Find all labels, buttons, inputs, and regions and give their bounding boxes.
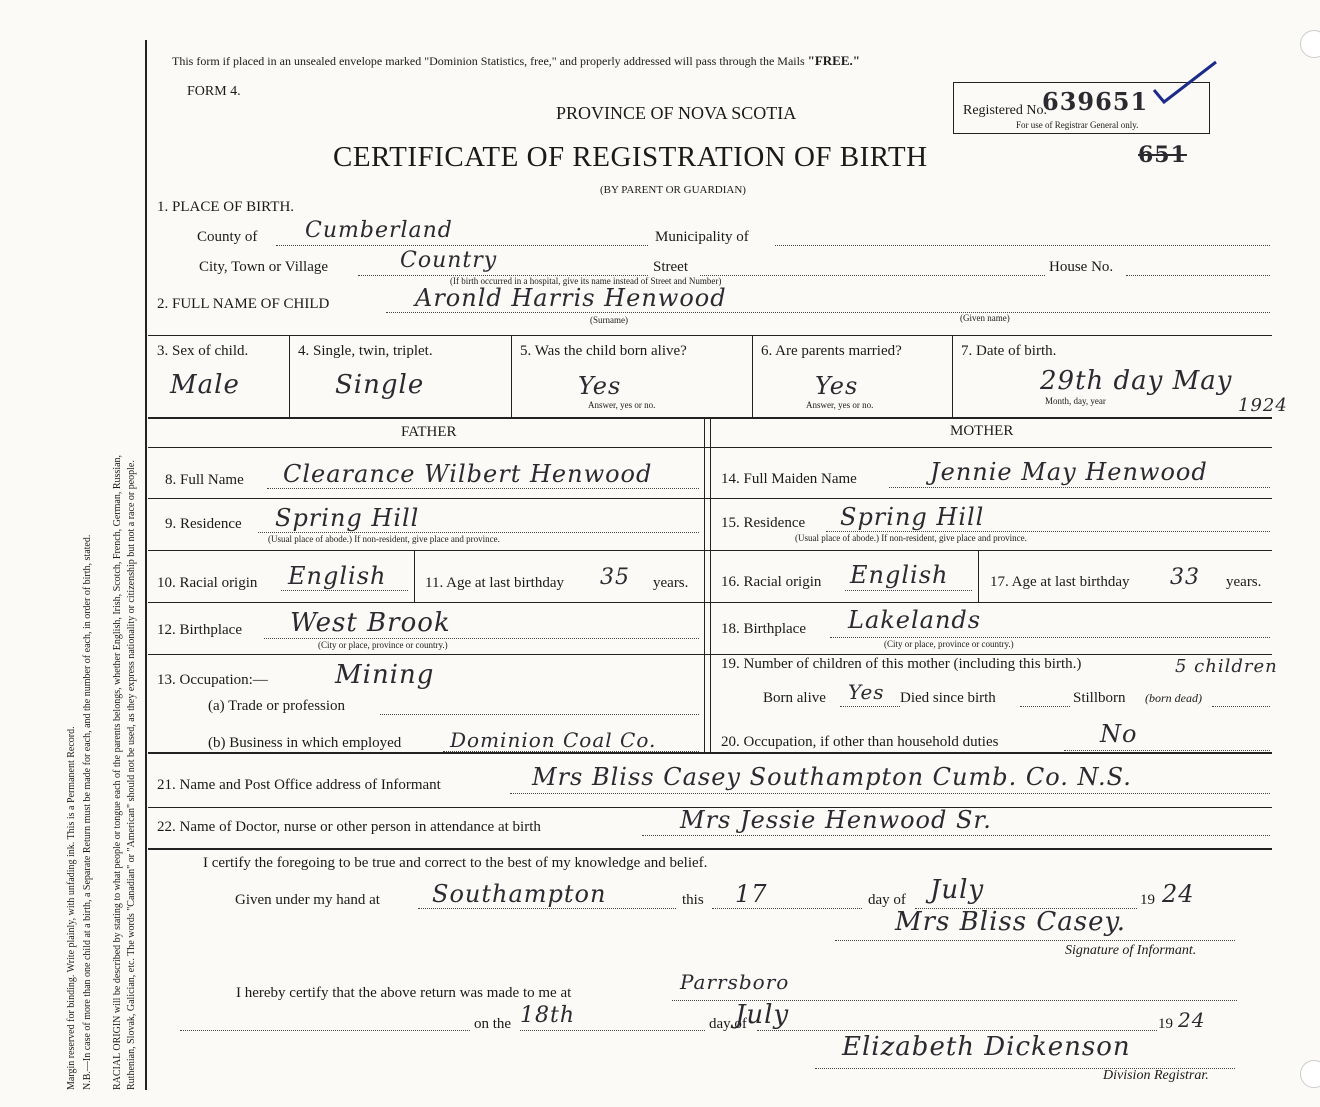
- stillborn-label: Stillborn: [1073, 690, 1126, 706]
- informant-line: [510, 793, 1270, 794]
- mother-residence-line: [826, 531, 1270, 532]
- checkmark-icon: [1150, 58, 1220, 108]
- given-place-value: Southampton: [432, 880, 607, 908]
- born-alive-count-value: Yes: [848, 680, 885, 704]
- born-alive-value: Yes: [578, 372, 622, 400]
- children-count-value: 5 children: [1175, 656, 1278, 677]
- mother-birthplace-note: (City or place, province or country.): [884, 639, 1014, 649]
- born-alive-count-line: [840, 706, 900, 707]
- father-age-label: 11. Age at last birthday: [425, 575, 564, 591]
- father-birthplace-line: [264, 638, 699, 639]
- mother-heading: MOTHER: [950, 423, 1014, 439]
- row-12-rule: [148, 654, 1272, 655]
- given-label: Given under my hand at: [235, 892, 380, 908]
- certify-day-of-label: day of: [868, 892, 906, 908]
- registrar-on-the-label: on the: [474, 1016, 512, 1032]
- mail-notice: [172, 53, 860, 69]
- given-name-note: (Given name): [960, 313, 1010, 323]
- father-occupation-value: Mining: [335, 660, 435, 690]
- registrar-statement: I hereby certify that the above return was made to me at: [236, 985, 572, 1001]
- married-label: 6. Are parents married?: [761, 343, 902, 359]
- born-alive-label: 5. Was the child born alive?: [520, 343, 687, 359]
- father-residence-line: [258, 532, 699, 533]
- mother-occupation-line: [1064, 750, 1270, 751]
- day-line: [712, 908, 862, 909]
- doctor-line: [642, 835, 1270, 836]
- province-title: PROVINCE OF NOVA SCOTIA: [556, 103, 797, 123]
- married-note: Answer, yes or no.: [806, 400, 874, 410]
- place-section-label: 1. PLACE OF BIRTH.: [157, 199, 295, 215]
- punch-hole-top: [1300, 30, 1320, 58]
- certificate-title: CERTIFICATE OF REGISTRATION OF BIRTH: [333, 141, 928, 173]
- registered-label: Registered No.: [963, 103, 1047, 118]
- house-label: House No.: [1049, 259, 1114, 275]
- father-residence-label: 9. Residence: [165, 516, 242, 532]
- father-birthplace-value: West Brook: [290, 608, 451, 638]
- city-value: Country: [400, 248, 498, 273]
- city-label: City, Town or Village: [199, 259, 329, 275]
- father-birthplace-note: (City or place, province or country.): [318, 640, 448, 650]
- mother-name-label: 14. Full Maiden Name: [721, 471, 857, 487]
- registrar-day-line: [520, 1030, 705, 1031]
- father-age-value: 35: [600, 565, 630, 590]
- born-alive-note: Answer, yes or no.: [588, 400, 656, 410]
- dob-value: 29th day May: [1040, 366, 1233, 396]
- sex-label: 3. Sex of child.: [157, 343, 249, 359]
- died-since-birth-label: Died since birth: [900, 690, 996, 706]
- mail-free-text: "FREE.": [807, 53, 860, 68]
- divider-3-4: [289, 335, 290, 417]
- registrar-signature: Elizabeth Dickenson: [842, 1032, 1131, 1062]
- mother-racial-line: [845, 590, 972, 591]
- registrar-year-value: 24: [1178, 1008, 1206, 1032]
- informant-signature: Mrs Bliss Casey.: [895, 907, 1126, 937]
- registrar-day-of-label: day of: [709, 1016, 747, 1032]
- born-alive-count-label: Born alive: [763, 690, 826, 706]
- father-racial-label: 10. Racial origin: [157, 575, 258, 591]
- father-residence-note: (Usual place of abode.) If non-resident, give place and province.: [268, 534, 500, 544]
- margin-border: [145, 40, 147, 1090]
- mother-racial-age-divider: [978, 550, 979, 602]
- county-line: [276, 245, 648, 246]
- informant-signature-label: Signature of Informant.: [1065, 943, 1197, 958]
- children-count-label: 19. Number of children of this mother (including this birth.): [721, 656, 1082, 672]
- father-name-value: Clearance Wilbert Henwood: [283, 460, 653, 488]
- informant-signature-line: [835, 940, 1235, 941]
- mother-age-value: 33: [1170, 565, 1200, 590]
- died-since-birth-line: [1020, 706, 1070, 707]
- hospital-note: (If birth occurred in a hospital, give its name instead of Street and Number): [450, 276, 722, 286]
- mother-occupation-label: 20. Occupation, if other than household duties: [721, 734, 999, 750]
- certify-day-value: 17: [735, 880, 768, 908]
- doctor-rule: [148, 848, 1272, 850]
- divider-4-5: [511, 335, 512, 417]
- corner-number: 651: [1138, 142, 1187, 168]
- child-name-line: [386, 312, 1270, 313]
- registrar-use-note: For use of Registrar General only.: [1016, 120, 1139, 130]
- certify-year-prefix: 19: [1140, 892, 1155, 908]
- margin-note-multiple-births: N.B.—In case of more than one child at a birth, a Separate Return must be made for each, and the number of each, in order of birth, stated.: [82, 534, 93, 1090]
- registrar-signature-label: Division Registrar.: [1103, 1068, 1209, 1083]
- divider-5-6: [752, 335, 753, 417]
- father-racial-age-divider: [414, 550, 415, 602]
- county-value: Cumberland: [305, 218, 453, 243]
- county-label: County of: [197, 229, 258, 245]
- mother-residence-label: 15. Residence: [721, 515, 806, 531]
- margin-note-racial-origin-2: Ruthenian, Slovak, Galician, etc. The words "Canadian" or "American" should not be used, as they express nationality or citizenship but not a race or people.: [126, 460, 137, 1090]
- dob-year: 1924: [1238, 395, 1288, 416]
- municipality-label: Municipality of: [655, 229, 749, 245]
- mother-name-value: Jennie May Henwood: [930, 458, 1208, 486]
- dob-label: 7. Date of birth.: [961, 343, 1057, 359]
- father-name-line: [267, 488, 699, 489]
- mother-birthplace-label: 18. Birthplace: [721, 621, 806, 637]
- father-birthplace-label: 12. Birthplace: [157, 622, 242, 638]
- certify-month-value: July: [930, 875, 985, 905]
- certify-statement: I certify the foregoing to be true and correct to the best of my knowledge and belief.: [203, 855, 708, 871]
- margin-note-binding: Margin reserved for binding. Write plainly, with unfading ink. This is a Permanent Record.: [66, 726, 77, 1090]
- center-divider-right: [710, 417, 711, 752]
- mother-name-line: [889, 487, 1270, 488]
- married-value: Yes: [815, 372, 859, 400]
- mother-residence-value: Spring Hill: [840, 503, 985, 531]
- row-13-rule: [148, 752, 1272, 754]
- divider-6-7: [952, 335, 953, 417]
- dob-note: Month, day, year: [1045, 396, 1106, 406]
- given-place-line: [418, 908, 676, 909]
- row-10-rule: [148, 602, 1272, 603]
- father-racial-line: [281, 590, 408, 591]
- mother-occupation-value: No: [1100, 720, 1138, 748]
- registrar-on-line: [180, 1030, 470, 1031]
- sex-value: Male: [170, 370, 240, 400]
- mother-racial-label: 16. Racial origin: [721, 574, 822, 590]
- registrar-day-value: 18th: [520, 1003, 576, 1028]
- business-value: Dominion Coal Co.: [450, 728, 657, 752]
- mail-notice-text: This form if placed in an unsealed envelope marked "Dominion Statistics, free," and properly addressed will pass through the Mails: [172, 54, 805, 68]
- trade-line: [380, 714, 699, 715]
- street-line: [700, 275, 1045, 276]
- mother-birthplace-value: Lakelands: [848, 606, 982, 634]
- registered-number: 639651: [1042, 87, 1149, 116]
- mother-age-unit: years.: [1226, 574, 1262, 590]
- margin-note-racial-origin-1: RACIAL ORIGIN will be described by stating to what people or tongue each of the parents belongs, whether English, Irish, Scotch, French, German, Russian,: [112, 454, 123, 1090]
- row-3-top-rule: [148, 335, 1272, 336]
- mother-residence-note: (Usual place of abode.) If non-resident, give place and province.: [795, 533, 1027, 543]
- doctor-label: 22. Name of Doctor, nurse or other person in attendance at birth: [157, 819, 541, 835]
- father-name-label: 8. Full Name: [165, 472, 244, 488]
- stillborn-line: [1212, 706, 1270, 707]
- punch-hole-bottom: [1300, 1060, 1320, 1088]
- child-name-value: Aronld Harris Henwood: [415, 284, 727, 312]
- municipality-line: [775, 245, 1270, 246]
- certificate-subtitle: (BY PARENT OR GUARDIAN): [600, 184, 746, 196]
- house-line: [1126, 275, 1270, 276]
- registrar-month-line: [757, 1030, 1157, 1031]
- plurality-value: Single: [335, 370, 425, 400]
- form-number: FORM 4.: [187, 84, 241, 99]
- center-divider-left: [704, 417, 705, 752]
- mother-racial-value: English: [850, 561, 949, 589]
- row-9-rule: [148, 550, 1272, 551]
- surname-note: (Surname): [590, 315, 628, 325]
- informant-label: 21. Name and Post Office address of Informant: [157, 777, 441, 793]
- doctor-value: Mrs Jessie Henwood Sr.: [680, 806, 992, 834]
- father-heading: FATHER: [401, 424, 457, 440]
- street-label: Street: [653, 259, 688, 275]
- mother-age-label: 17. Age at last birthday: [990, 574, 1130, 590]
- child-name-label: 2. FULL NAME OF CHILD: [157, 296, 330, 312]
- informant-value: Mrs Bliss Casey Southampton Cumb. Co. N.S.: [532, 763, 1132, 791]
- trade-label: (a) Trade or profession: [208, 698, 346, 714]
- certify-year-value: 24: [1162, 880, 1195, 908]
- registrar-place-value: Parrsboro: [680, 970, 790, 994]
- father-occupation-label: 13. Occupation:—: [157, 672, 268, 688]
- plurality-label: 4. Single, twin, triplet.: [298, 343, 433, 359]
- father-age-unit: years.: [653, 575, 689, 591]
- business-label: (b) Business in which employed: [208, 735, 402, 751]
- this-label: this: [682, 892, 704, 908]
- father-residence-value: Spring Hill: [275, 504, 420, 532]
- father-racial-value: English: [288, 562, 387, 590]
- stillborn-note: (born dead): [1145, 691, 1202, 705]
- mother-birthplace-line: [830, 637, 1270, 638]
- row-8-rule: [148, 498, 1272, 499]
- registrar-year-prefix: 19: [1158, 1016, 1173, 1032]
- registrar-month-value: July: [735, 1000, 790, 1030]
